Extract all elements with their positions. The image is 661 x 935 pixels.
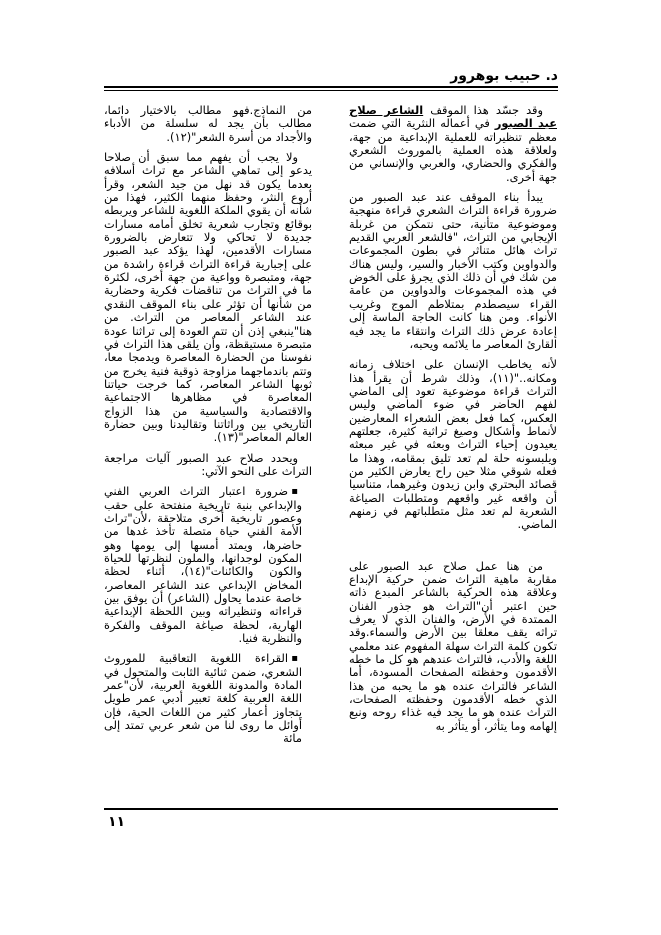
paragraph: لأنه يخاطب الإنسان على اختلاف زمانه ومكانه.."(١١)، وذلك شرط أن يقرأ هذا التراث قراءة موضوعية تعود إلى الماضي لفهم الحاضر في ضوء الماضي وليس العكس، كما فعل بعض الشعراء المعارضين لأنماط وأشكال وصيغ تراثية كثيرة، جعلتهم يعيدون إحياء التراث وبعثه في غير مبعثه ويلبسونه حلة لم تعد تليق بمقامه، وهذا ما فعله شوقي مثلا حين راح يعارض الكثير من قصائد البحتري وابن زيدون وغيرهما، متناسيا أن واقعه غير واقعهم ومتطلبات الصياغة الشعرية لم تعد مثل متطلباتهم في زمنهم الماضي. (349, 357, 557, 532)
author-name: د. حبيب بوهرور (450, 68, 558, 84)
paragraph (349, 104, 557, 184)
paragraph: من هنا عمل صلاح عبد الصبور على مقاربة ماهية التراث ضمن حركية الإبداع وعلاقة هذه الحركية بالشاعر المبدع ذاته حين اعتبر أن"التراث هو جذور الفنان الممتدة في الأرض، والفنان الذي لا يعرف تراثه يقف معلقا بين الأرض والسماء.وقد تكون كلمة التراث سهلة المفهوم عند معلمي اللغة والأدب، فالتراث عندهم هو كل ما خطه الأقدمون وحفظته الصفحات المسودة، أما الشاعر فالتراث عنده هو ما يحبه من هذا الذي خطه الأقدمون وحفظته الصفحات، التراث عنده هو ما يجد فيه غذاء روحه ونبع إلهامه وما يتأثر، أو يتأثر به (349, 558, 557, 733)
highlighted-name: الشاعر صلاح عبد الصبور (349, 103, 557, 131)
paragraph: يبدأ بناء الموقف عند عبد الصبور من ضرورة قراءة التراث الشعري قراءة منهجية وموضوعية متأنية، حتى نتمكن من غربلة الإيجابي من التراث، "فالشعر العربي القديم تراث هائل متناثر في بطون المجموعات والدواوين وكتب الأخبار والسير، وليس هناك من شك في أن ذلك الذي يجرؤ على الخوض في هذه المجموعات والدواوين من عامة القراء سيصطدم بمتلاطم الموج وغريب الأنواء. ومن هنا كانت الحاجة الماسة إلى إعادة عرض ذلك التراث وانتقاء ما يجد فيه القارئ المعاصر ما يلائمه ويحبه، (349, 190, 557, 351)
right-column (349, 104, 557, 740)
paragraph-text: في أعماله النثرية التي ضمت معظم تنظيراته للعملية الإبداعية من جهة، ولعلاقة هذه العملية بالموروث الشعري والفكري والحضاري، والعربي والإنساني من جهة أخرى. (349, 116, 557, 184)
paragraph: ويحدد صلاح عبد الصبور آليات مراجعة التراث على النحو الآتي: (104, 450, 312, 478)
paragraph-text: وقد جسّد هذا الموقف (423, 103, 543, 117)
page-header (104, 64, 558, 92)
footer-rule (104, 808, 558, 810)
paragraph: ولا يجب أن يفهم مما سبق أن صلاحا يدعو إلى تماهي الشاعر مع تراث أسلافه بعدما يكون قد نهل من جيد الشعر، وقرأ أروع النثر، وحفظ منهما الكثير، فهذا من شأنه أن يقوي الملكة اللغوية للشاعر ويربطه بوقائع وتجارب شعرية تخلق أمامه مسارات جديدة لا تحاكي ولا تتعارض بالضرورة مسارات الأقدمين، لهذا يؤكد عبد الصبور على إجبارية قراءة التراث قراءة راشدة من جهة، ومتبصرة وواعية من جهة أخرى، لكثرة ما في التراث من تناقضات فكرية وحضارية من شأنها أن تؤثر على بناء الموقف النقدي عند الشاعر المعاصر من التراث. من هنا"ينبغي إذن أن تتم العودة إلى تراثنا عودة متبصرة مستيقظة، وأن يلقى هذا التراث في نفوسنا من الحضارة المعاصرة ويدمجا معا، وتتم باندماجهما مزاوجة ذوقية فنية يخرج من ثوبها الشاعر المعاصر، كما خرجت حياتنا المعاصرة في مظاهرها الاجتماعية والاقتصادية والسياسية من هذا الزواج التاريخي بين وراثاتنا وتقاليدنا وبين حضارة العالم المعاصر"(١٣). (104, 150, 312, 445)
page-number: ١١ (108, 814, 126, 830)
paragraph: من النماذج.فهو مطالب بالاختيار دائما، مطالب بأن يجد له سلسلة من الأدباء والأجداد من أسرة الشعر"(١٢). (104, 103, 312, 144)
bullet-item: ▪ ضرورة اعتبار التراث العربي الفني والإبداعي بنية تاريخية منفتحة على حقب وعصور تاريخية أخرى متلاحقة ،لأن"تراث الأمة الفني حياة متصلة تأخذ غدها من حاضرها، ويمتد أمسها إلى يومها وهو المكون لوجدانها، والملون لنظرتها للحياة والكون والكائنات"(١٤)، أثناء لحظة المخاض الإبداعي عند الشاعر المعاصر، خاصة عندما يحاول (الشاعر) أن يوفق بين قراءاته وتنظيراته وبين اللحظة الإبداعية الهارية، لحظة صياغة الموقف والفكرة والنظرية فنيا. (104, 485, 312, 645)
bullet-item: ▪ القراءة اللغوية التعاقبية للموروث الشعري، ضمن ثنائية الثابت والمتحول في المادة والمدونة اللغوية العربية، لأن"عمر اللغة العربية كلغة تعبير أدبي عمر طويل يتجاوز أعمار كثير من اللغات الحية، فإن أوائل ما روى لنا من شعر عربي تمتد إلى مائة (104, 652, 312, 745)
header-rule-thin (104, 90, 558, 91)
left-column (104, 104, 312, 753)
header-rule-thick (104, 86, 558, 88)
